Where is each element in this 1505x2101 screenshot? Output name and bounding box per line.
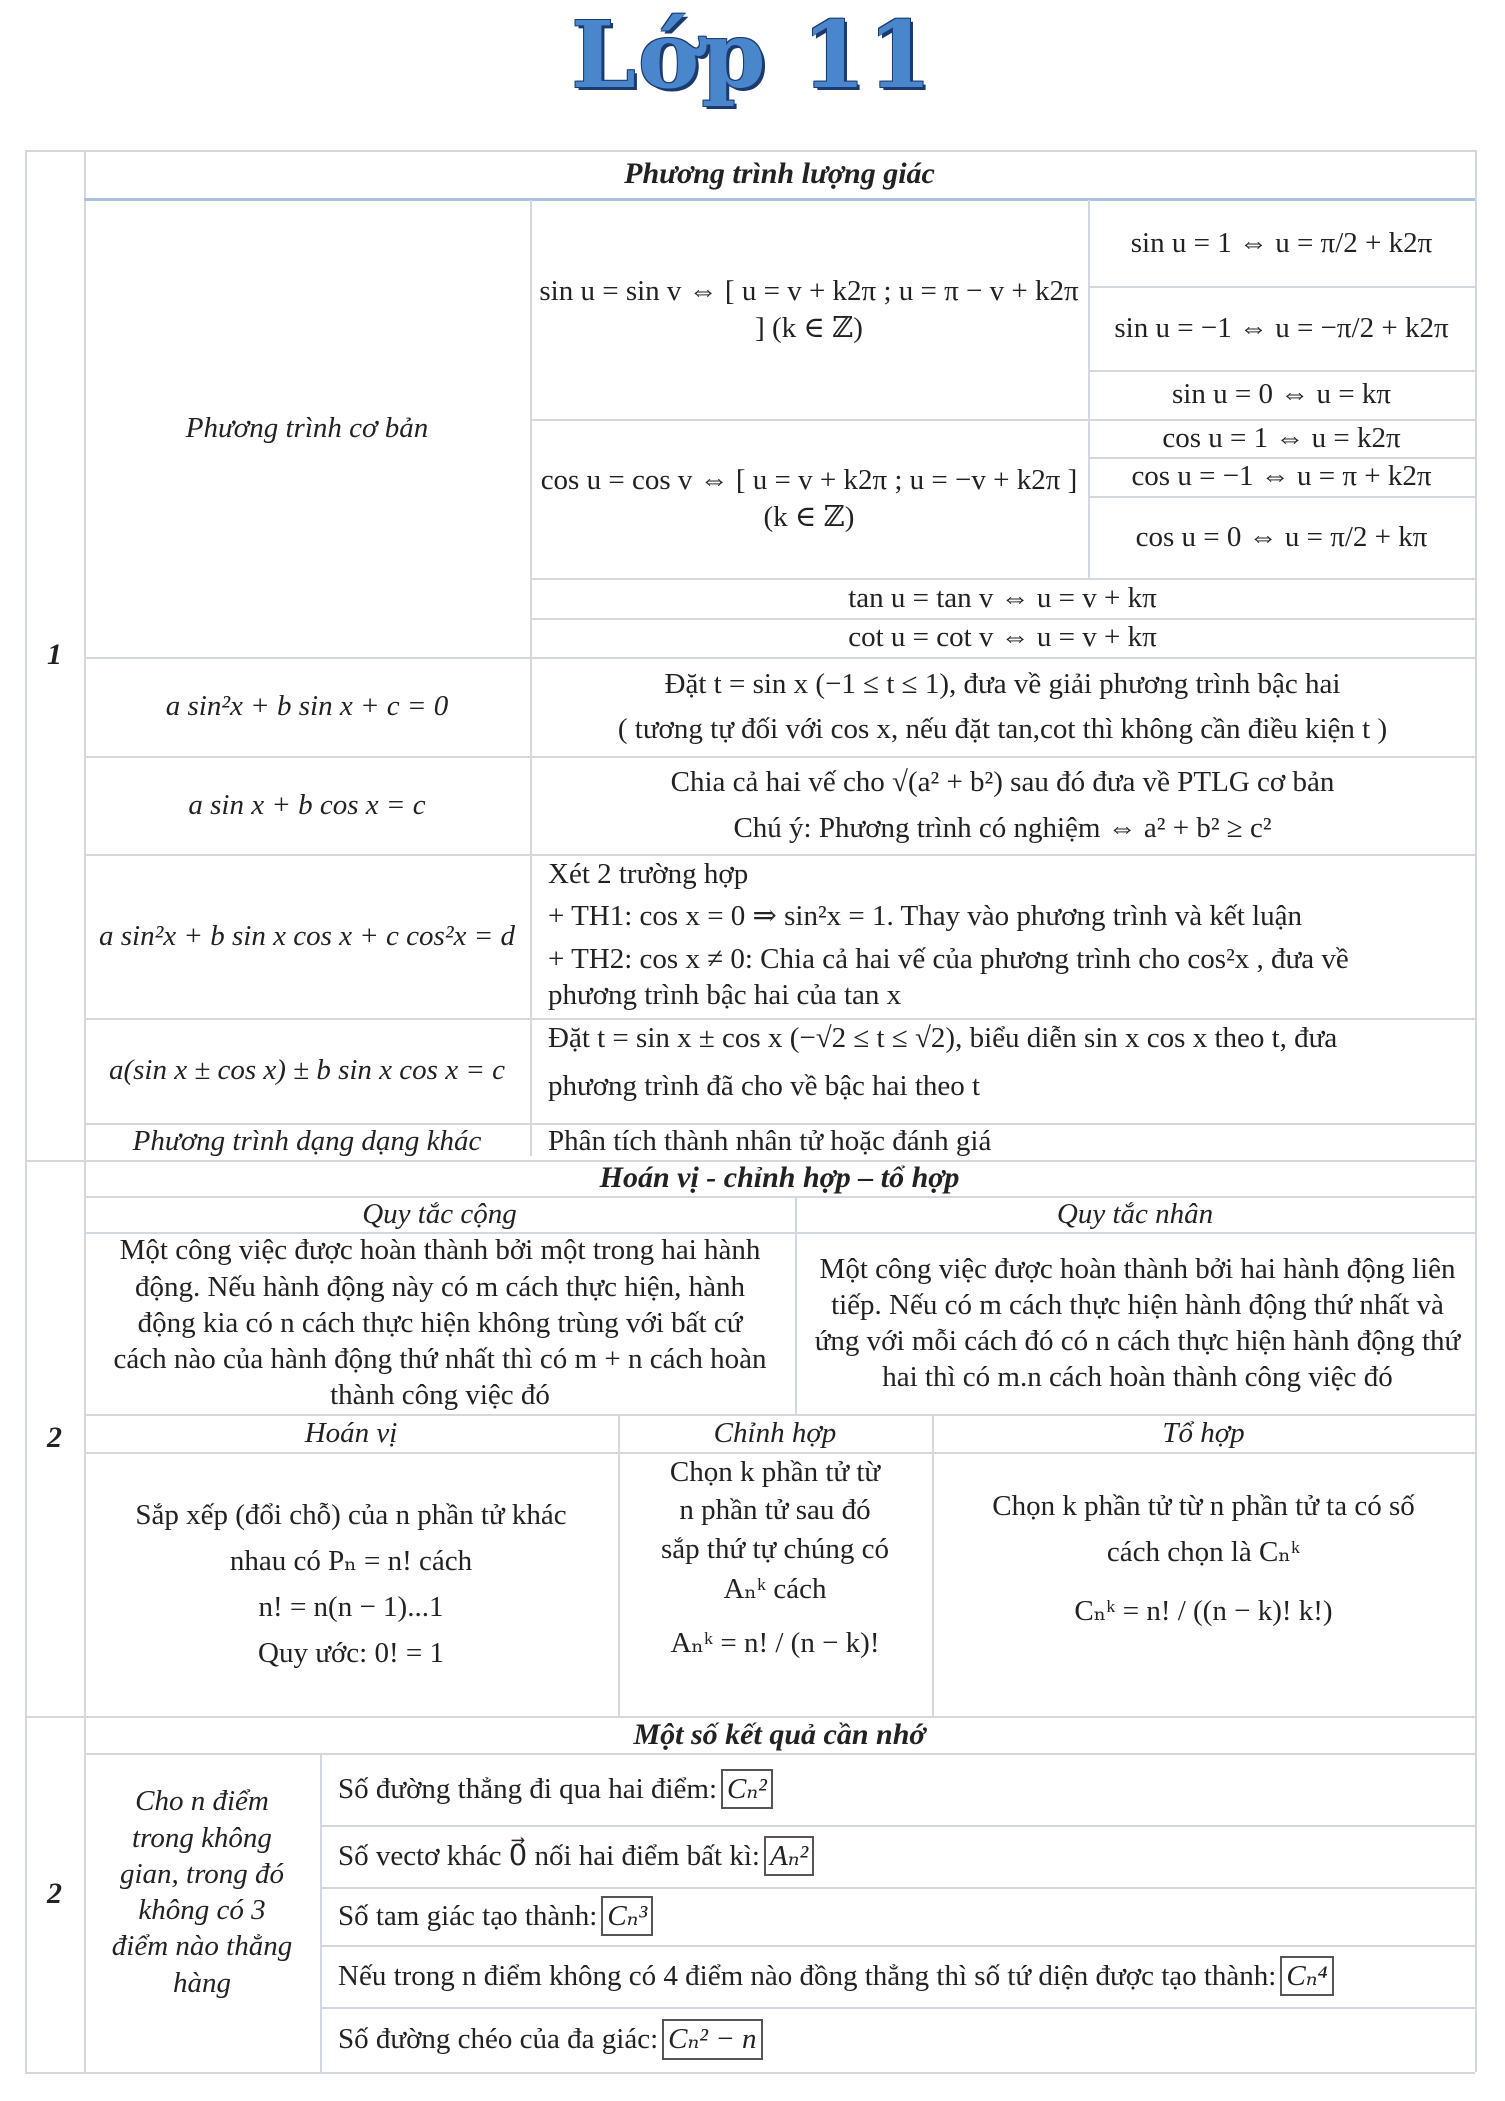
result-row [330, 1887, 1470, 1945]
method-line: Đặt t = sin x ± cos x (−√2 ≤ t ≤ √2), biểu diễn sin x cos x theo t, đưa [548, 1022, 1338, 1054]
method-line: + TH2: cos x ≠ 0: Chia cả hai vế của phương trình cho cos²x , đưa về [548, 942, 1349, 975]
combination-formula: Cₙᵏ = n! / ((n − k)! k!) [1074, 1594, 1333, 1627]
cos-special-case: cos u = 1 ⇔ u = k2π [1162, 421, 1401, 454]
equation-method [530, 756, 1475, 854]
cot-rule: cot u = cot v ⇔ u = v + kπ [848, 621, 1157, 654]
section-header: Phương trình lượng giác [624, 157, 935, 191]
equation-form: a sin²x + b sin x cos x + c cos²x = d [99, 919, 515, 952]
mul-rule-text: Một công việc được hoàn thành bởi hai hành động liên tiếp. Nếu có m cách thực hiện hành động thứ nhất và ứng với mỗi cách đó có n cách thực hiện hành động thứ hai thì có m.n cách hoàn thành công việc đó [814, 1252, 1461, 1394]
result-text: Số tam giác tạo thành: [338, 1899, 598, 1932]
permutation-line: Sắp xếp (đổi chỗ) của n phần tử khác [135, 1498, 567, 1531]
condition-line: Cho n điểm [135, 1785, 269, 1818]
mul-rule-title: Quy tắc nhân [1056, 1197, 1214, 1230]
section-header: Một số kết quả cần nhớ [633, 1717, 926, 1751]
sin-special-case: sin u = 1 ⇔ u = π/2 + k2π [1130, 226, 1433, 259]
add-rule-text: Một công việc được hoàn thành bởi một trong hai hành động. Nếu hành động này có m cách thực hiện, hành động kia có n cách thực hiện không trùng với bất cứ cách nào của hành động thứ nhất thì có m + n cách hoàn thành công việc đó [113, 1234, 767, 1412]
equation-method [530, 657, 1475, 756]
equation-form: a sin²x + b sin x + c = 0 [165, 690, 449, 723]
arrangement-formula: Aₙᵏ = n! / (n − k)! [670, 1627, 880, 1659]
result-row [330, 1825, 1470, 1887]
section-header: Hoán vị - chỉnh hợp – tổ hợp [599, 1161, 960, 1195]
result-text: Số vectơ khác 0⃗ nối hai điểm bất kì: [338, 1839, 760, 1872]
arrangement-line: n phần tử sau đó [679, 1494, 871, 1527]
equation-method: Phân tích thành nhân tử hoặc đánh giá [548, 1125, 992, 1158]
result-row [330, 1945, 1470, 2007]
cos-general-formula: cos u = cos v ⇔ [ u = v + k2π ; u = −v + k2π ] (k ∈ ℤ) [540, 464, 1078, 533]
equation-form: a(sin x ± cos x) ± b sin x cos x = c [108, 1054, 506, 1087]
points-condition [84, 1753, 320, 2003]
condition-line: không có 3 [138, 1894, 266, 1926]
condition-line: điểm nào thẳng [111, 1930, 293, 1963]
sin-special-case: sin u = 0 ⇔ u = kπ [1172, 378, 1391, 411]
arrangement-content [618, 1452, 932, 1716]
condition-line: trong không [132, 1821, 272, 1854]
cos-special-case: cos u = 0 ⇔ u = π/2 + kπ [1135, 520, 1428, 553]
result-formula: Aₙ² [764, 1836, 814, 1876]
result-formula: Cₙ³ [601, 1896, 653, 1936]
method-line: phương trình đã cho về bậc hai theo t [548, 1070, 981, 1103]
method-line: ( tương tự đối với cos x, nếu đặt tan,cot thì không cần điều kiện t ) [617, 712, 1388, 745]
equation-method [540, 1018, 1475, 1123]
add-rule-title: Quy tắc cộng [362, 1197, 517, 1230]
equation-form: Phương trình dạng dạng khác [132, 1125, 482, 1158]
result-formula: Cₙ² [721, 1769, 773, 1809]
sin-special-case: sin u = −1 ⇔ u = −π/2 + k2π [1114, 311, 1449, 344]
equation-method [540, 854, 1475, 1018]
result-text: Nếu trong n điểm không có 4 điểm nào đồng thẳng thì số tứ diện được tạo thành: [338, 1959, 1277, 1992]
method-line: Chú ý: Phương trình có nghiệm ⇔ a² + b² ≥ c² [733, 812, 1272, 844]
arrangement-line: Chọn k phần tử từ [669, 1456, 881, 1488]
permutation-content [84, 1452, 618, 1716]
condition-line: gian, trong đó [119, 1857, 285, 1890]
permutation-title: Hoán vị [304, 1416, 398, 1449]
result-formula: Cₙ² − n [662, 2019, 762, 2059]
section-number: 2 [47, 1421, 62, 1455]
method-line: phương trình bậc hai của tan x [548, 978, 902, 1011]
combination-line: Chọn k phần tử từ n phần tử ta có số [992, 1490, 1415, 1522]
permutation-line: nhau có Pₙ = n! cách [229, 1544, 473, 1577]
combination-content [932, 1452, 1475, 1716]
result-text: Số đường chéo của đa giác: [338, 2023, 659, 2056]
method-line: + TH1: cos x = 0 ⇒ sin²x = 1. Thay vào phương trình và kết luận [548, 900, 1302, 933]
result-text: Số đường thẳng đi qua hai điểm: [338, 1772, 718, 1805]
cos-special-case: cos u = −1 ⇔ u = π + k2π [1131, 460, 1432, 493]
arrangement-title: Chỉnh hợp [713, 1416, 837, 1449]
combination-title: Tổ hợp [1162, 1416, 1245, 1449]
result-formula: Cₙ⁴ [1280, 1956, 1333, 1996]
method-line: Chia cả hai vế cho √(a² + b²) sau đó đưa về PTLG cơ bản [670, 765, 1335, 798]
section-number: 1 [47, 638, 62, 672]
method-line: Xét 2 trường hợp [548, 858, 749, 890]
method-line: Đặt t = sin x (−1 ≤ t ≤ 1), đưa về giải phương trình bậc hai [664, 668, 1341, 701]
basic-equation-label: Phương trình cơ bản [185, 412, 429, 445]
condition-line: hàng [173, 1966, 231, 1999]
result-row [330, 1753, 1470, 1825]
equation-form: a sin x + b cos x = c [188, 788, 426, 821]
permutation-line: Quy ước: 0! = 1 [258, 1637, 444, 1670]
section-number: 2 [47, 1877, 62, 1911]
arrangement-line: Aₙᵏ cách [723, 1572, 827, 1605]
combination-line: cách chọn là Cₙᵏ [1106, 1536, 1301, 1569]
page-title: Lớp 11 [571, 1, 934, 109]
tan-rule: tan u = tan v ⇔ u = v + kπ [848, 581, 1157, 614]
sin-general-formula: sin u = sin v ⇔ [ u = v + k2π ; u = π − v + k2π ] (k ∈ ℤ) [539, 275, 1079, 344]
result-row [330, 2007, 1470, 2072]
permutation-line: n! = n(n − 1)...1 [258, 1591, 444, 1623]
arrangement-line: sắp thứ tự chúng có [661, 1532, 889, 1565]
